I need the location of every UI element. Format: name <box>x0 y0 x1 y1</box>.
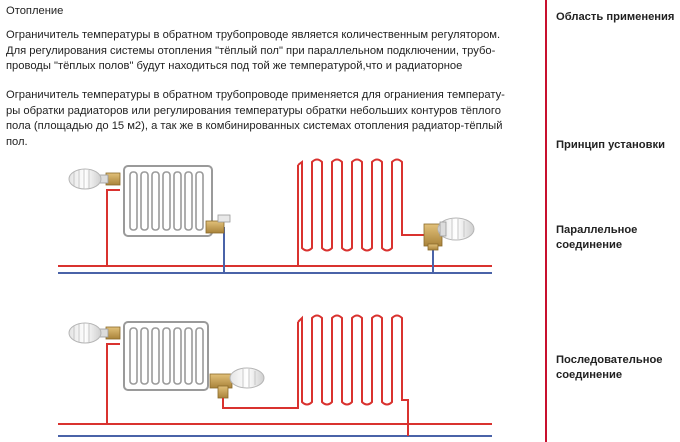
underfloor-heating-loop-icon <box>298 160 425 251</box>
sidebar-label-line: соединение <box>556 369 623 381</box>
sidebar-label-principle: Принцип установки <box>556 139 665 151</box>
return-temperature-limiter-icon <box>210 368 264 398</box>
return-temperature-limiter-icon <box>424 218 474 250</box>
radiator-supply-pipe <box>107 190 120 266</box>
thermostatic-head-icon <box>69 323 120 343</box>
thermostatic-head-icon <box>69 169 120 189</box>
sidebar-label-area: Область применения <box>556 11 675 23</box>
sidebar-label-line: Параллельное <box>556 224 638 236</box>
parallel-connection-scheme <box>58 160 492 274</box>
radiator-icon <box>124 166 212 236</box>
paragraph-line: проводы "тёплых полов" будут находиться под той же температурой,что и радиаторное <box>6 60 463 72</box>
paragraph-line: Ограничитель температуры в обратном трубопроводе является количественным регулятором. <box>6 29 501 41</box>
paragraph-line: Ограничитель температуры в обратном трубопроводе применяется для ограниения температу- <box>6 89 505 101</box>
sidebar-label-parallel <box>556 223 678 253</box>
floor-supply-pipe <box>223 322 298 408</box>
sidebar-divider <box>545 0 547 442</box>
radiator-supply-pipe <box>107 344 120 424</box>
sidebar-label-line: Последовательное <box>556 354 663 366</box>
serial-connection-scheme <box>58 316 492 437</box>
paragraph-line: Для регулирования системы отопления "тёплый пол" при параллельном подключении, трубо- <box>6 44 496 57</box>
section-heading: Отопление <box>6 5 64 17</box>
sidebar-label-line: соединение <box>556 239 623 251</box>
underfloor-heating-loop-icon <box>298 316 408 437</box>
paragraph-line: ры обратки радиаторов или регулирования температуры обратки небольших контуров тёплого <box>6 104 501 117</box>
paragraph-line: пол. <box>6 135 28 148</box>
sidebar-label-serial <box>556 353 678 383</box>
radiator-icon <box>124 322 208 390</box>
paragraph-line: пола (площадью до 15 м2), а так же в комбинированных системах отопления радиатор-тёплый <box>6 120 503 132</box>
